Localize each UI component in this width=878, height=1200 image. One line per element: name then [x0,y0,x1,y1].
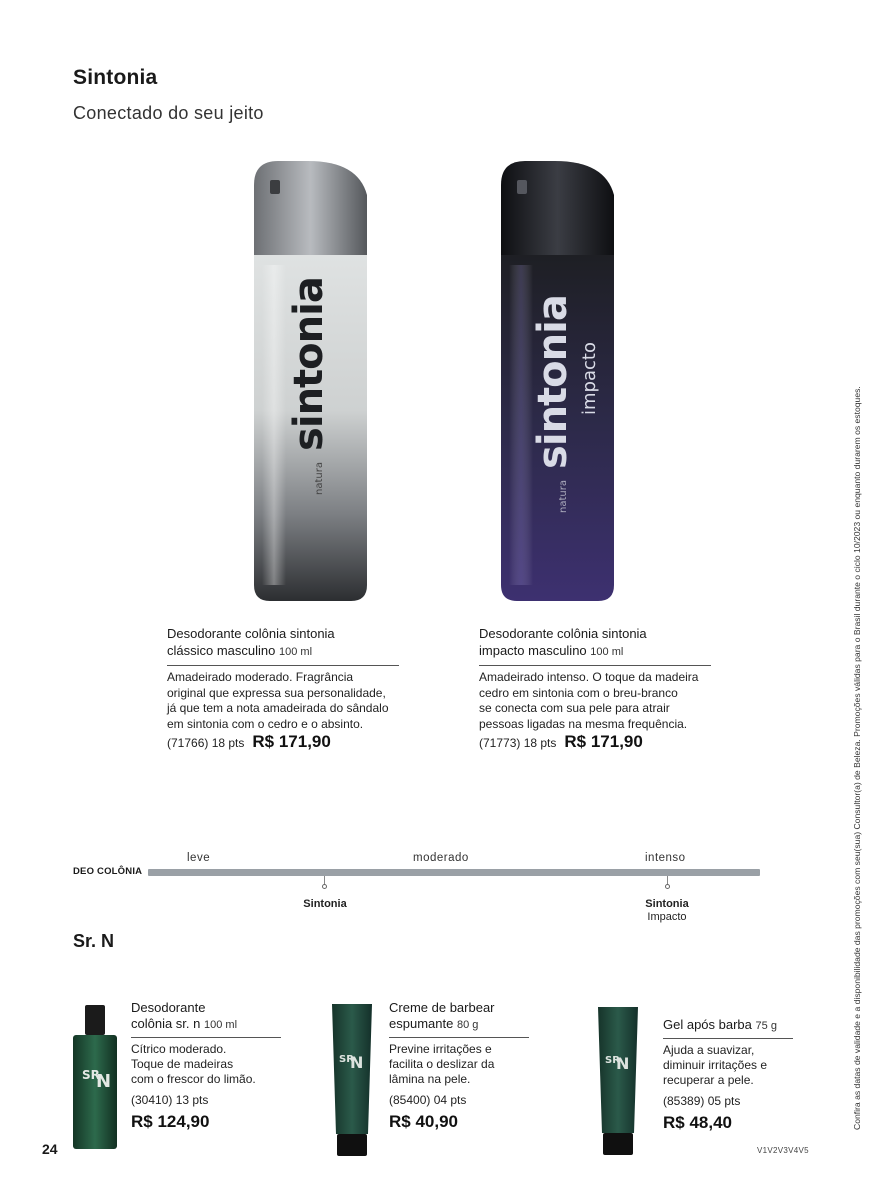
product-srn-shaving-cream [389,1000,529,1129]
product-name [389,1000,529,1033]
desc-line: original que expressa sua personalidade, [167,685,386,700]
desc-line: Amadeirado intenso. O toque da madeira [479,670,699,684]
product-volume: 80 g [456,1019,479,1031]
marker-name: Sintonia [645,898,689,910]
divider [389,1037,529,1038]
divider [479,665,711,666]
desc-line: Toque de madeiras [131,1057,234,1071]
desc-line: com o frescor do limão. [131,1072,256,1086]
desc-line: Amadeirado moderado. Fragrância [167,670,354,684]
srn-gel-illustration [596,1003,640,1157]
divider [663,1038,793,1039]
desc-line: Cítrico moderado. [131,1042,227,1056]
product-code: (85400) 04 pts [389,1093,467,1107]
scale-marker-dot [665,884,670,889]
desc-line: em sintonia com o cedro e o absinto. [167,716,364,731]
bottle-impacto-sub: impacto [579,342,600,415]
desc-line: facilita o deslizar da [389,1057,495,1071]
page-subtitle: Conectado do seu jeito [73,103,264,123]
product-description [167,670,399,732]
desc-line: diminuir irritações e [663,1058,768,1072]
product-name [167,625,399,661]
page-title: Sintonia [73,66,158,89]
product-srn-aftershave-gel [663,1017,793,1130]
product-description [663,1043,793,1088]
product-volume: 100 ml [590,646,624,658]
product-price: R$ 124,90 [131,1112,210,1131]
legal-side-note: Confira as datas de validade e a disponibilidade das promoções com seu(sua) Consultor(a) de Beleza. Promoções válidas para o Brasil durante o ciclo 10/2023 ou enquanto durarem os estoques. [852,386,862,1130]
section-title-sr-n: Sr. N [73,931,115,951]
svg-text:SR: SR [339,1054,354,1065]
srn-shaving-cream-image [330,1000,374,1158]
marker-sub: Impacto [647,911,687,923]
product-sintonia-impacto [479,625,711,752]
product-sintonia-classico [167,625,399,752]
divider [167,665,399,666]
bottle-classico-name: sintonia [286,277,332,451]
scale-marker-dot [322,884,327,889]
bottle-impacto-brand: natura [558,480,569,513]
product-description [389,1042,529,1087]
srn-cream-illustration [330,1000,374,1158]
srn-cologne-image [70,1003,120,1151]
bottle-impacto-name: sintonia [530,295,576,469]
desc-line: Previne irritações e [389,1042,492,1056]
scale-marker-sintonia [290,898,360,911]
product-code: (71773) 18 pts [479,736,557,750]
product-srn-cologne [131,1000,281,1129]
product-name-line2: colônia sr. n [131,1016,201,1031]
product-volume: 75 g [755,1020,777,1032]
product-name [663,1017,793,1034]
srn-aftershave-gel-image [596,1003,640,1157]
divider [131,1037,281,1038]
desc-line: Ajuda a suavizar, [663,1043,755,1057]
bottle-impacto-label [495,295,620,525]
product-price: R$ 40,90 [389,1112,458,1131]
scale-bar [148,869,760,876]
bottle-classico-brand: natura [314,462,325,495]
product-volume: 100 ml [204,1019,238,1031]
product-volume: 100 ml [279,646,313,658]
srn-cologne-illustration [70,1003,120,1151]
price-line [167,734,399,752]
svg-text:N: N [616,1054,630,1073]
scale-level-moderado: moderado [413,852,469,864]
scale-marker-sintonia-impacto [632,898,702,924]
product-name-line1: Desodorante [131,1000,206,1015]
svg-text:N: N [96,1071,112,1092]
price-line [479,734,711,752]
product-name-line1: Gel após barba [663,1017,752,1032]
product-name-line2: impacto masculino [479,643,587,658]
bottle-classico-label [248,277,373,505]
scale-level-intenso: intenso [645,852,686,864]
svg-text:N: N [350,1053,364,1072]
product-name-line1: Desodorante colônia sintonia [167,626,335,641]
product-name [479,625,711,661]
product-code: (30410) 13 pts [131,1093,209,1107]
desc-line: lâmina na pele. [389,1072,471,1086]
product-name [131,1000,281,1033]
bottle-sintonia-classico [248,155,373,603]
product-price: R$ 171,90 [564,732,643,751]
bottle-sintonia-impacto [495,155,620,603]
scale-level-leve: leve [187,852,211,864]
page-number: 24 [42,1141,58,1157]
product-description [131,1042,281,1087]
product-price: R$ 48,40 [663,1113,732,1132]
desc-line: se conecta com sua pele para atrair [479,701,670,715]
svg-text:SR: SR [605,1055,620,1066]
product-code: (71766) 18 pts [167,736,245,750]
product-name-line1: Creme de barbear [389,1000,495,1015]
product-name-line2: clássico masculino [167,643,276,658]
product-name-line2: espumante [389,1016,454,1031]
product-price: R$ 171,90 [252,732,331,751]
product-name-line1: Desodorante colônia sintonia [479,626,647,641]
desc-line: cedro em sintonia com o breu-branco [479,685,678,700]
product-description [479,670,711,732]
desc-line: já que tem a nota amadeirada do sândalo [167,701,389,715]
desc-line: pessoas ligadas na mesma frequência. [479,716,688,731]
desc-line: recuperar a pele. [663,1073,754,1087]
scale-label: DEO COLÔNIA [73,866,143,877]
product-code: (85389) 05 pts [663,1094,741,1108]
version-code: V1V2V3V4V5 [757,1146,809,1155]
marker-name: Sintonia [303,898,347,910]
svg-text:SR: SR [82,1068,100,1082]
